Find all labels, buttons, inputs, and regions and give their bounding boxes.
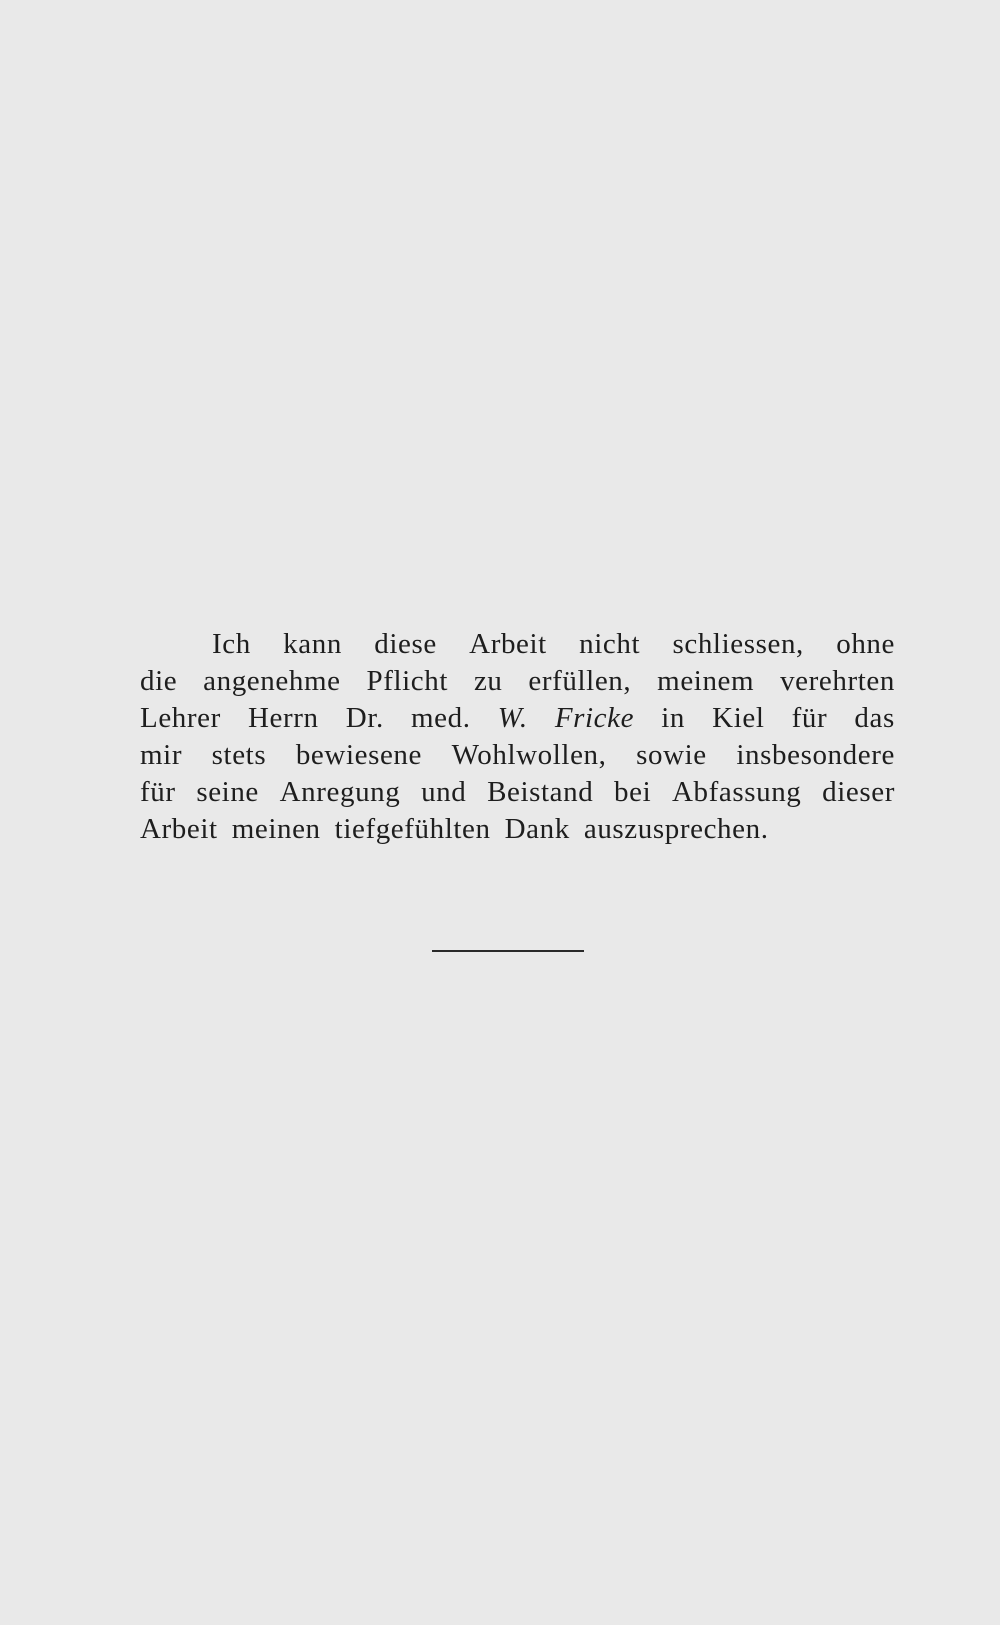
word: angenehme xyxy=(203,665,341,697)
person-initial: W. xyxy=(497,702,528,734)
word: kann xyxy=(283,628,342,660)
word: Beistand xyxy=(487,776,594,808)
text-line xyxy=(140,628,895,665)
word: Dank xyxy=(504,813,570,845)
word: sowie xyxy=(636,739,707,771)
word: Wohlwollen, xyxy=(451,739,607,771)
word: die xyxy=(140,665,178,697)
person-name: Fricke xyxy=(554,702,635,734)
text-line xyxy=(140,776,895,813)
word: mir xyxy=(140,739,183,771)
word: erfüllen, xyxy=(528,665,632,697)
word: in xyxy=(661,702,686,734)
word: Arbeit xyxy=(140,813,218,845)
word: insbesondere xyxy=(736,739,895,771)
word: Herrn xyxy=(248,702,319,734)
word: stets xyxy=(211,739,267,771)
text-line xyxy=(140,702,895,739)
section-divider xyxy=(432,950,584,952)
word: meinen xyxy=(231,813,321,845)
word: verehrten xyxy=(780,665,895,697)
word: seine xyxy=(196,776,259,808)
word: tiefgefühlten xyxy=(334,813,491,845)
word: für xyxy=(140,776,176,808)
word: schliessen, xyxy=(672,628,804,660)
word: Anregung xyxy=(279,776,401,808)
word: med. xyxy=(411,702,471,734)
word: das xyxy=(854,702,895,734)
text-line xyxy=(140,665,895,702)
word: Abfassung xyxy=(671,776,802,808)
text-line xyxy=(140,739,895,776)
word: auszusprechen. xyxy=(583,813,769,845)
word: Dr. xyxy=(345,702,384,734)
word: Lehrer xyxy=(140,702,221,734)
word: Ich xyxy=(212,628,251,660)
word: ohne xyxy=(836,628,895,660)
word: nicht xyxy=(579,628,641,660)
word: Pflicht xyxy=(366,665,449,697)
word: diese xyxy=(374,628,437,660)
word: bewiesene xyxy=(295,739,423,771)
word: und xyxy=(421,776,467,808)
word: bei xyxy=(614,776,652,808)
word: zu xyxy=(473,665,503,697)
word: dieser xyxy=(822,776,895,808)
acknowledgement-paragraph xyxy=(140,628,895,850)
word: Kiel xyxy=(712,702,765,734)
word: Arbeit xyxy=(469,628,547,660)
text-line xyxy=(140,813,895,850)
word: für xyxy=(791,702,828,734)
word: meinem xyxy=(657,665,755,697)
